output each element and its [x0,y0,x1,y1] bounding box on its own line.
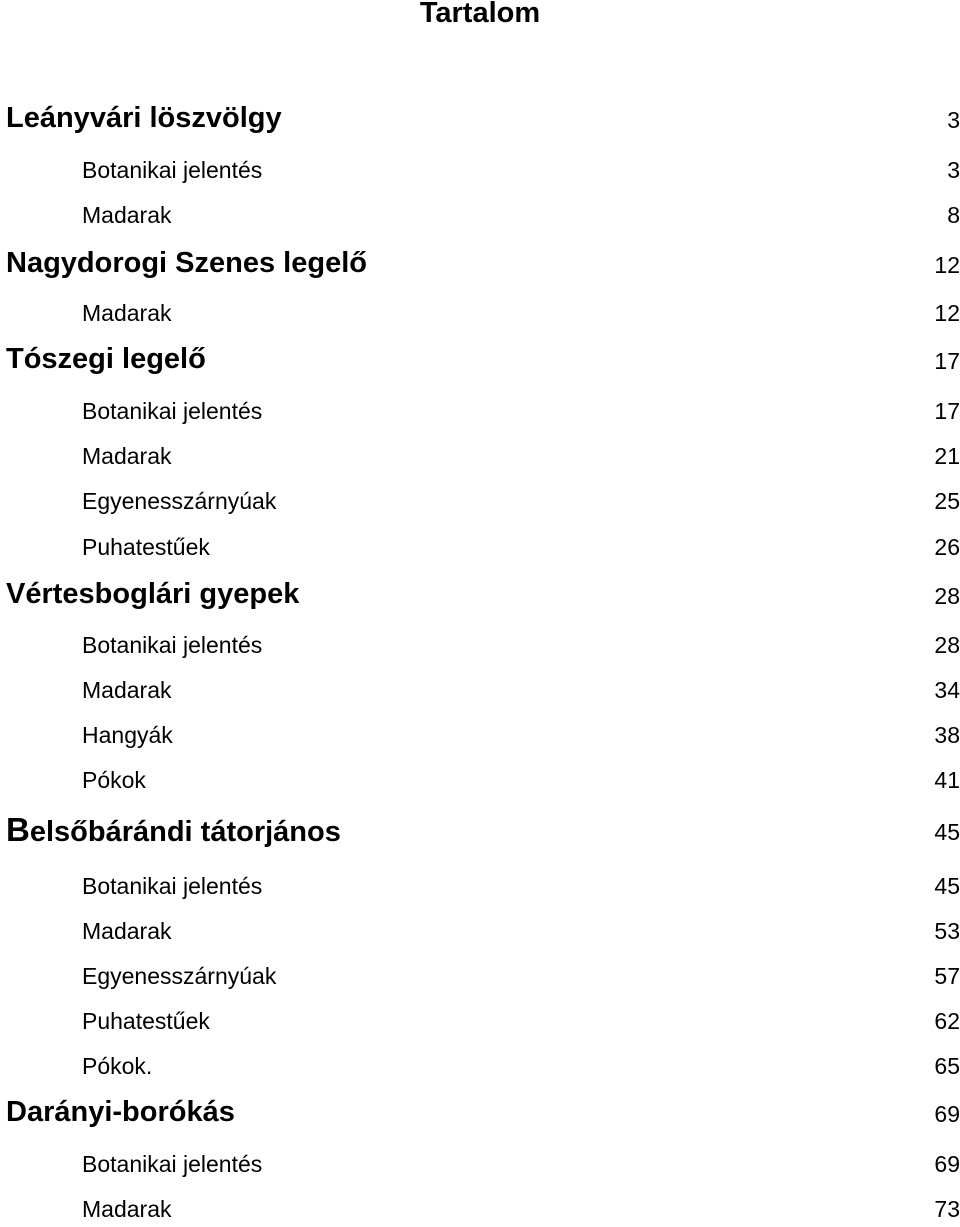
toc-section-label-rest: elsőbárándi tátorjános [29,816,341,848]
toc-page-number: 17 [934,398,960,424]
toc-subentry [0,1046,960,1082]
toc-subentry [0,150,960,186]
toc-page-number: 38 [934,722,960,748]
toc-page-number: 12 [934,252,960,278]
toc-page-number: 17 [934,348,960,374]
toc-subentry-label: Madarak [82,918,172,944]
toc-subentry-label: Madarak [82,677,172,703]
toc-page-number: 3 [947,157,960,183]
toc-subentry-label: Madarak [82,1196,172,1222]
toc-page-number: 45 [934,873,960,899]
toc-subentry [0,625,960,661]
toc-subentry [0,911,960,947]
toc-section-label: Vértesboglári gyepek [6,578,300,610]
toc-subentry [0,1001,960,1037]
toc-subentry-label: Egyenesszárnyúak [82,488,277,514]
toc-subentry [0,391,960,427]
toc-subentry-label: Botanikai jelentés [82,1151,263,1177]
toc-section [0,100,960,136]
toc-subentry [0,956,960,992]
toc-subentry [0,293,960,329]
toc-subentry [0,195,960,231]
toc-subentry-label: Botanikai jelentés [82,157,263,183]
toc-subentry-label: Egyenesszárnyúak [82,963,277,989]
toc-page-number: 8 [947,202,960,228]
toc-section-label: Nagydorogi Szenes legelő [6,247,367,279]
toc-page-number: 62 [934,1008,960,1034]
toc-subentry [0,527,960,563]
toc-page-number: 57 [934,963,960,989]
toc-page-number: 65 [934,1053,960,1079]
toc-section-initial: B [6,811,30,848]
toc-subentry [0,481,960,517]
page-title: Tartalom [419,0,541,29]
toc-section [0,812,960,848]
toc-page-number: 69 [934,1151,960,1177]
toc-section-label: Leányvári löszvölgy [6,102,282,134]
toc-page-number: 26 [934,534,960,560]
toc-section [0,341,960,377]
toc-subentry-label: Botanikai jelentés [82,632,263,658]
toc-page-number: 45 [934,819,960,845]
toc-page-number: 53 [934,918,960,944]
toc-section [0,245,960,281]
toc-subentry-label: Pókok. [82,1053,153,1079]
toc-subentry [0,715,960,751]
toc-subentry-label: Madarak [82,202,172,228]
toc-page-number: 3 [947,107,960,133]
toc-subentry-label: Pókok [82,767,146,793]
toc-page-number: 12 [934,300,960,326]
toc-page-number: 28 [934,583,960,609]
toc-page-number: 69 [934,1101,960,1127]
toc-section-label [6,812,341,850]
toc-page-number: 21 [934,443,960,469]
toc-page-number: 28 [934,632,960,658]
toc-subentry [0,866,960,902]
toc-subentry-label: Puhatestűek [82,534,210,560]
toc-subentry-label: Hangyák [82,722,173,748]
toc-subentry-label: Botanikai jelentés [82,873,263,899]
toc-section [0,576,960,612]
toc-page-number: 34 [934,677,960,703]
toc-subentry-label: Puhatestűek [82,1008,210,1034]
toc-subentry-label: Madarak [82,300,172,326]
toc-subentry [0,760,960,796]
toc-page-number: 73 [934,1196,960,1222]
toc-subentry [0,1144,960,1180]
toc-section-label: Darányi-borókás [6,1096,235,1128]
toc-page-number: 41 [934,767,960,793]
toc-page-number: 25 [934,488,960,514]
toc-subentry [0,436,960,472]
toc-subentry [0,670,960,706]
toc-section-label: Tószegi legelő [6,343,206,375]
toc-subentry-label: Botanikai jelentés [82,398,263,424]
toc-subentry-label: Madarak [82,443,172,469]
toc-section [0,1094,960,1130]
